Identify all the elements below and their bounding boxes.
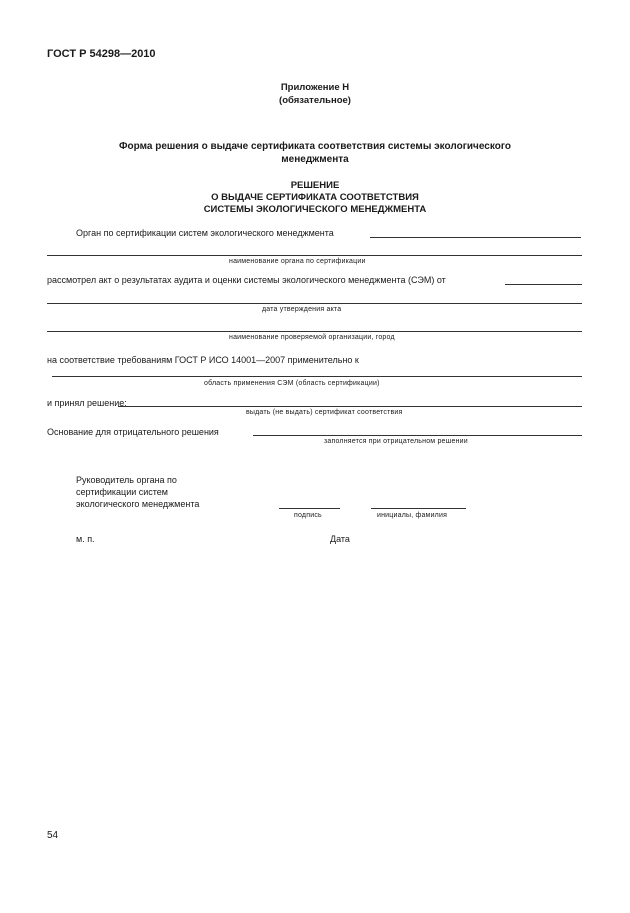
organization-line [47,331,582,332]
page-number: 54 [47,830,59,841]
decision-line [118,406,582,407]
decision-heading-line-1: РЕШЕНИЕ [290,180,340,191]
basis-label: Основание для отрицательного решения [47,427,219,437]
scope-line [52,376,582,377]
organ-caption: наименование органа по сертификации [229,258,366,265]
signature-caption: подпись [294,512,322,519]
decision-caption: выдать (не выдать) сертификат соответствия [246,409,403,416]
date-label: Дата [330,534,350,544]
reviewed-label: рассмотрел акт о результатах аудита и оценки системы экологического менеджмента (СЭМ) от [47,275,446,285]
decision-heading-line-3: СИСТЕМЫ ЭКОЛОГИЧЕСКОГО МЕНЕДЖМЕНТА [203,204,427,215]
form-title-line-2: менеджмента [281,154,349,165]
signature-line [279,508,340,509]
annex-name: Приложение Н [280,82,350,93]
scope-caption: область применения СЭМ (область сертификации) [204,380,380,387]
head-label-line-3: экологического менеджмента [76,499,200,509]
annex-status: (обязательное) [279,95,351,106]
decision-heading-line-2: О ВЫДАЧЕ СЕРТИФИКАТА СООТВЕТСТВИЯ [211,192,419,203]
seal-place: м. п. [76,534,95,544]
organ-field-line [370,237,581,238]
annex-title [0,81,630,107]
organ-field-line-2 [47,255,582,256]
compliance-label: на соответствие требованиям ГОСТ Р ИСО 14001—2007 применительно к [47,355,359,365]
head-label-line-1: Руководитель органа по [76,475,177,485]
organ-label: Орган по сертификации систем экологического менеджмента [76,228,334,238]
head-of-organ-label [76,474,276,510]
act-field-line [505,284,582,285]
decision-heading [0,180,630,216]
head-label-line-2: сертификации систем [76,487,168,497]
act-date-line [47,303,582,304]
decision-label: и принял решение: [47,398,127,408]
basis-line [253,435,582,436]
organization-caption: наименование проверяемой организации, город [229,334,395,341]
form-title [0,140,630,166]
name-caption: инициалы, фамилия [377,512,448,519]
form-title-line-1: Форма решения о выдаче сертификата соответствия системы экологического [119,141,511,152]
document-header: ГОСТ Р 54298—2010 [47,48,156,60]
act-date-caption: дата утверждения акта [262,306,342,313]
name-line [371,508,466,509]
basis-caption: заполняется при отрицательном решении [324,438,468,445]
